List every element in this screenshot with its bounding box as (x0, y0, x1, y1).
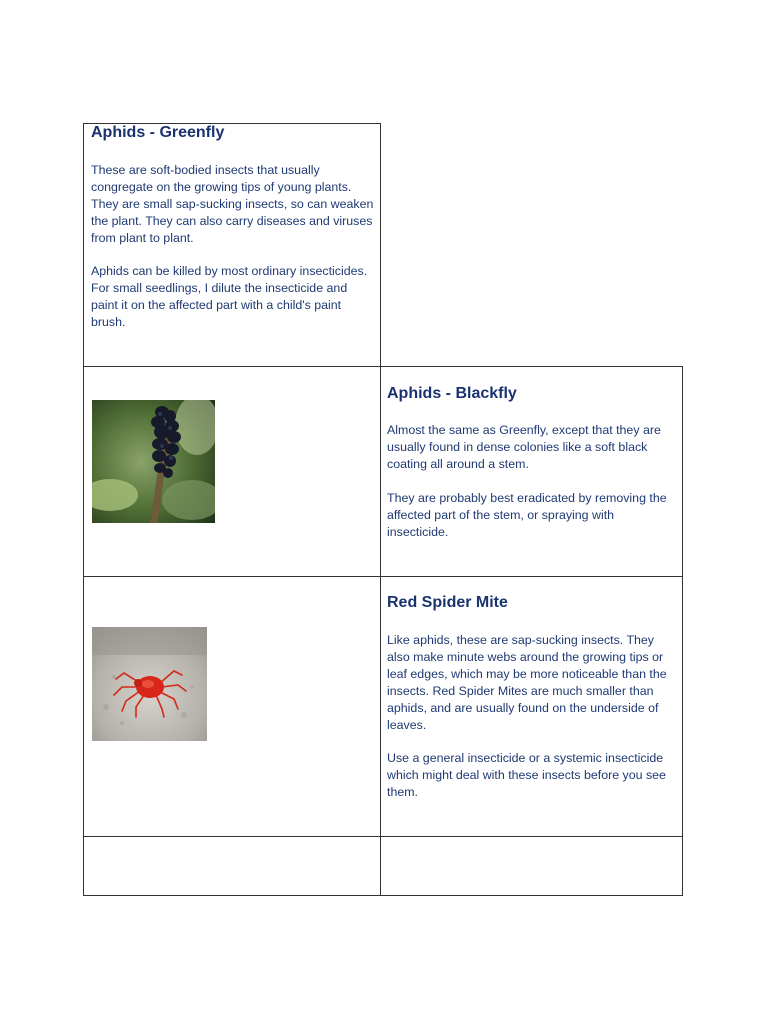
empty-cell-left (83, 836, 381, 896)
spider-mite-paragraph-2: Use a general insecticide or a systemic insecticide which might deal with these insects before you see them. (387, 751, 666, 799)
spider-mite-title: Red Spider Mite (387, 594, 508, 611)
empty-cell-right (380, 836, 683, 896)
greenfly-paragraph-2: Aphids can be killed by most ordinary insecticides. For small seedlings, I dilute the insecticide and paint it on the affected part with a child's paint brush. (91, 264, 368, 329)
greenfly-paragraph-1: These are soft-bodied insects that usually congregate on the growing tips of young plants. They are small sap-sucking insects, so can weaken the plant. They can also carry diseases and viruses from plant to plant. (91, 163, 374, 245)
greenfly-title: Aphids - Greenfly (91, 124, 225, 141)
blackfly-photo (92, 400, 215, 523)
blackfly-paragraph-2: They are probably best eradicated by removing the affected part of the stem, or spraying with insecticide. (387, 491, 667, 539)
blackfly-aphid-illustration (92, 400, 215, 523)
blackfly-title: Aphids - Blackfly (387, 385, 517, 402)
blackfly-paragraph-1: Almost the same as Greenfly, except that they are usually found in dense colonies like a soft black coating all around a stem. (387, 423, 661, 471)
red-spider-mite-illustration (92, 627, 207, 741)
spider-mite-photo (92, 627, 207, 741)
spider-mite-paragraph-1: Like aphids, these are sap-sucking insects. They also make minute webs around the growing tips or leaf edges, which may be more noticeable than the insects. Red Spider Mites are much smaller than aphids, and are usually found on the underside of leaves. (387, 633, 667, 732)
